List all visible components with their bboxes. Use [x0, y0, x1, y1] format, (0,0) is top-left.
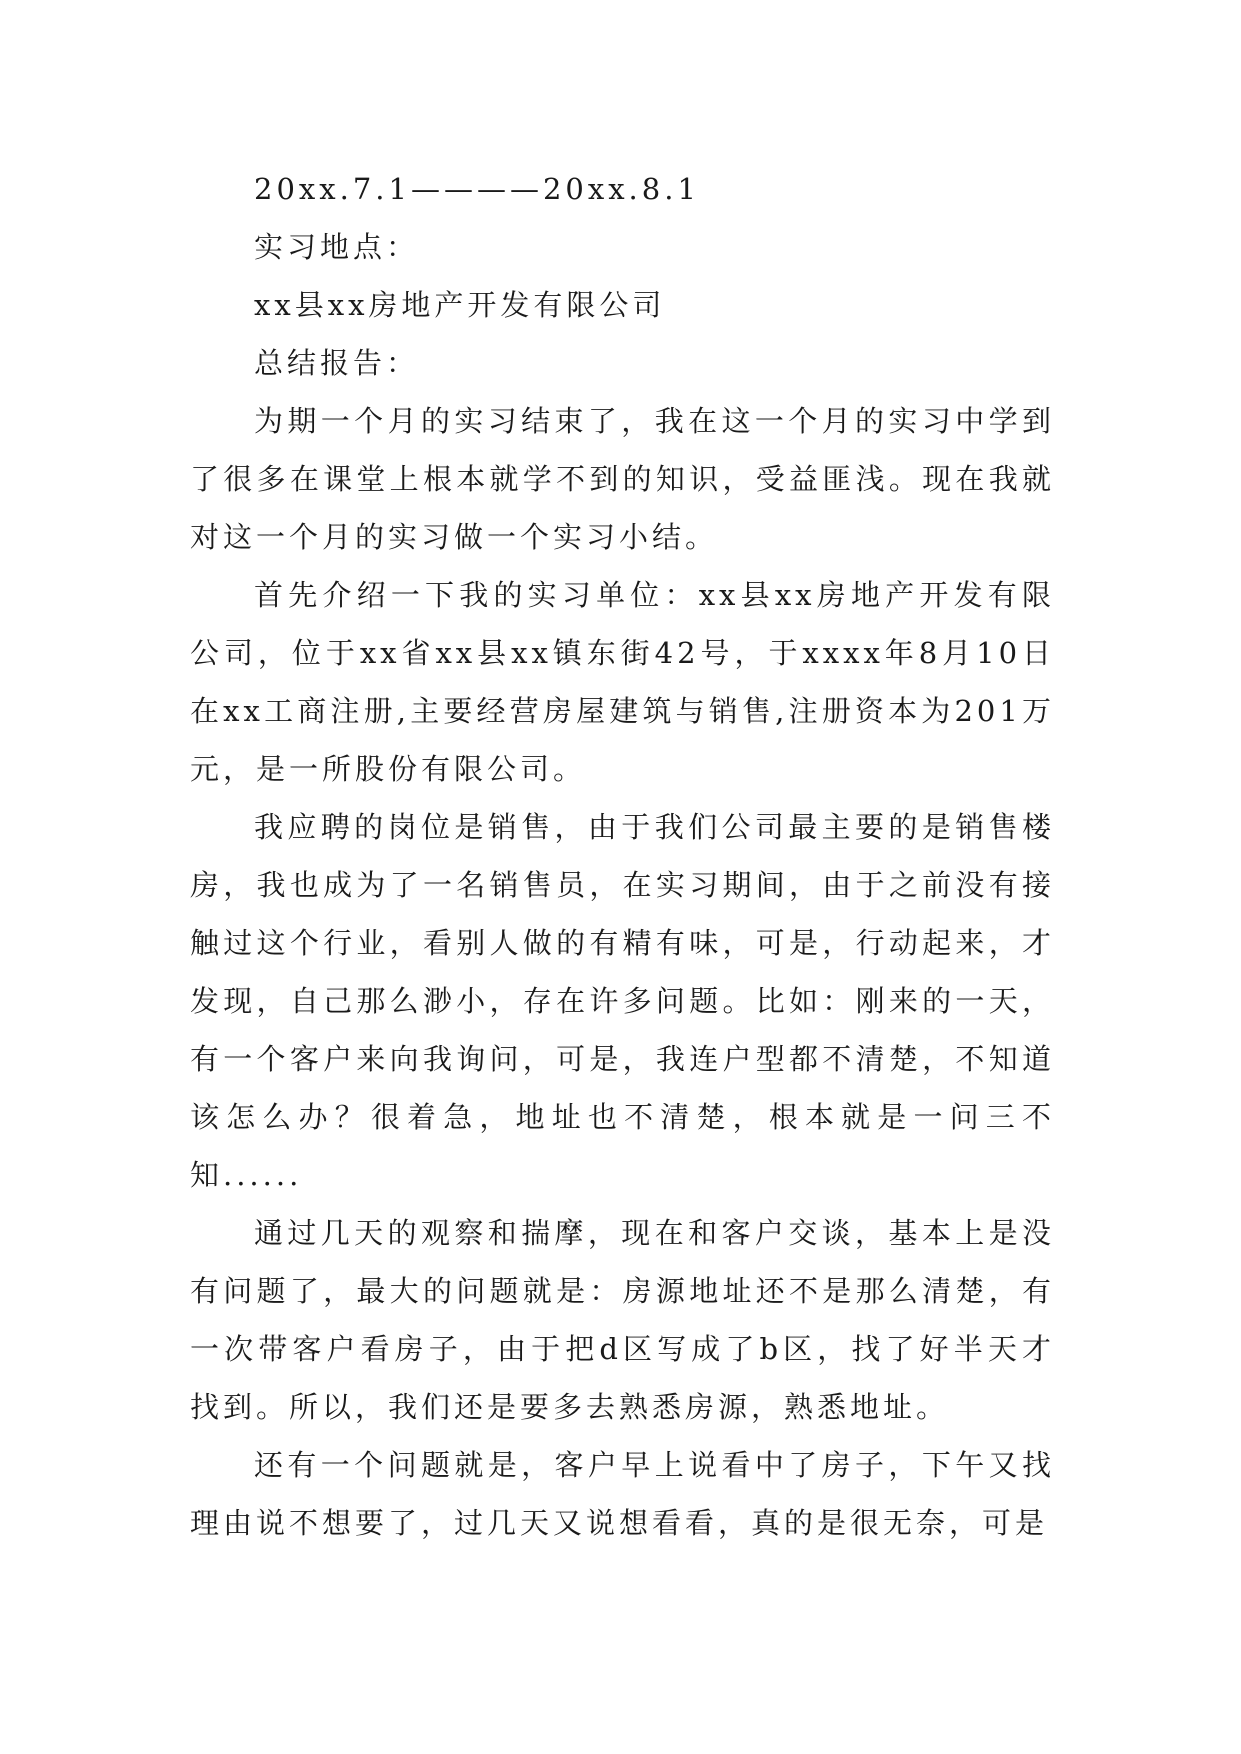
paragraph-sales-role: 我应聘的岗位是销售，由于我们公司最主要的是销售楼房，我也成为了一名销售员，在实习期间，由于之前没有接触过这个行业，看别人做的有精有味，可是，行动起来，才发现，自己那么渺小，存在许多问题。比如：刚来的一天，有一个客户来向我询问，可是，我连户型都不清楚，不知道该怎么办？很着急，地址也不清楚，根本就是一问三不知...... — [190, 810, 1055, 1192]
paragraph-observation: 通过几天的观察和揣摩，现在和客户交谈，基本上是没有问题了，最大的问题就是：房源地址还不是那么清楚，有一次带客户看房子，由于把d区写成了b区，找了好半天才找到。所以，我们还是要多去熟悉房源，熟悉地址。 — [190, 1216, 1055, 1424]
date-range: 20xx.7.1————20xx.8.1 — [254, 172, 700, 206]
company-name: xx县xx房地产开发有限公司 — [254, 288, 666, 322]
location-label: 实习地点： — [254, 230, 420, 264]
paragraph-company-info: 首先介绍一下我的实习单位：xx县xx房地产开发有限公司，位于xx省xx县xx镇东街42号，于xxxx年8月10日在xx工商注册,主要经营房屋建筑与销售,注册资本为201万元，是一所股份有限公司。 — [190, 578, 1055, 786]
paragraph-intro: 为期一个月的实习结束了，我在这一个月的实习中学到了很多在课堂上根本就学不到的知识，受益匪浅。现在我就对这一个月的实习做一个实习小结。 — [190, 404, 1055, 554]
document-body — [190, 160, 1055, 1552]
summary-label: 总结报告： — [254, 346, 420, 380]
paragraph-customer-issue: 还有一个问题就是，客户早上说看中了房子，下午又找理由说不想要了，过几天又说想看看，真的是很无奈，可是 — [190, 1448, 1055, 1540]
